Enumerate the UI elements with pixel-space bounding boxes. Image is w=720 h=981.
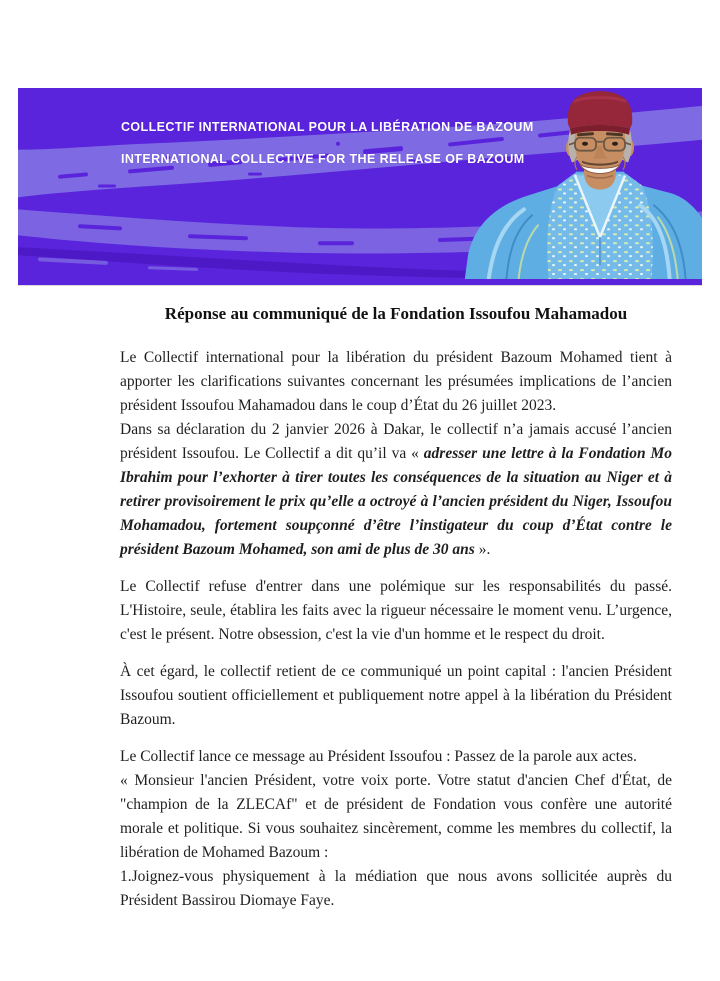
portrait-eye-right — [612, 142, 618, 146]
text-segment: « Monsieur l'ancien Président, votre voix porte. Votre statut d'ancien Chef d'État, de "champion de la ZLECAf" et de président de Fondation vous confère une autorité morale et politique. Si vous souhaitez sincèrement, comme les membres du collectif, la libération de Mohamed Bazoum : — [120, 772, 672, 861]
banner-title-french: COLLECTIF INTERNATIONAL POUR LA LIBÉRATION DE BAZOUM — [121, 120, 534, 134]
banner-text — [121, 120, 534, 166]
paragraph — [120, 575, 672, 647]
text-segment: Le Collectif international pour la libération du président Bazoum Mohamed tient à apporter les clarifications suivantes concernant les présumées implications de l’ancien président Issoufou Mahamadou dans le coup d’État du 26 juillet 2023. — [120, 349, 672, 414]
banner — [18, 88, 702, 286]
banner-title-english: INTERNATIONAL COLLECTIVE FOR THE RELEASE OF BAZOUM — [121, 152, 525, 166]
banner-background-art — [18, 88, 702, 285]
portrait-eye-left — [582, 142, 588, 146]
text-segment: 1.Joignez-vous physiquement à la médiation que nous avons sollicitée auprès du Président Bassirou Diomaye Faye. — [120, 868, 672, 909]
document-body — [120, 346, 672, 913]
paragraph — [120, 346, 672, 562]
text-segment: Le Collectif refuse d'entrer dans une polémique sur les responsabilités du passé. L'Histoire, seule, établira les faits avec la rigueur nécessaire le moment venu. L’urgence, c'est le présent. Notre obsession, c'est la vie d'un homme et le respect du droit. — [120, 578, 672, 643]
document-content — [0, 287, 720, 926]
quoted-emphasis-text: adresser une lettre à la Fondation Mo Ibrahim pour l’exhorter à tirer toutes les conséquences de la situation au Niger et à retirer provisoirement le prix qu’elle a octroyé à l’ancien président du Niger, Issoufou Mohamadou, fortement soupçonné d’être l’instigateur du coup d’État contre le président Bazoum Mohamed, son ami de plus de 30 ans — [120, 445, 673, 558]
paragraph — [120, 745, 672, 913]
paragraph — [120, 660, 672, 732]
text-segment: ». — [474, 541, 491, 558]
text-segment: Dans sa déclaration du 2 janvier 2026 à Dakar, le collectif n’a jamais accusé l’ancien président Issoufou. Le Collectif a dit qu’il va « — [120, 421, 672, 462]
text-segment: À cet égard, le collectif retient de ce communiqué un point capital : l'ancien Président Issoufou soutient officiellement et publiquement notre appel à la libération du Président Bazoum. — [120, 663, 672, 728]
text-segment: Le Collectif lance ce message au Président Issoufou : Passez de la parole aux actes. — [120, 748, 637, 765]
banner-bottom-strip — [18, 279, 702, 285]
portrait-cap — [568, 91, 632, 135]
document-title: Réponse au communiqué de la Fondation Issoufou Mahamadou — [164, 304, 628, 323]
